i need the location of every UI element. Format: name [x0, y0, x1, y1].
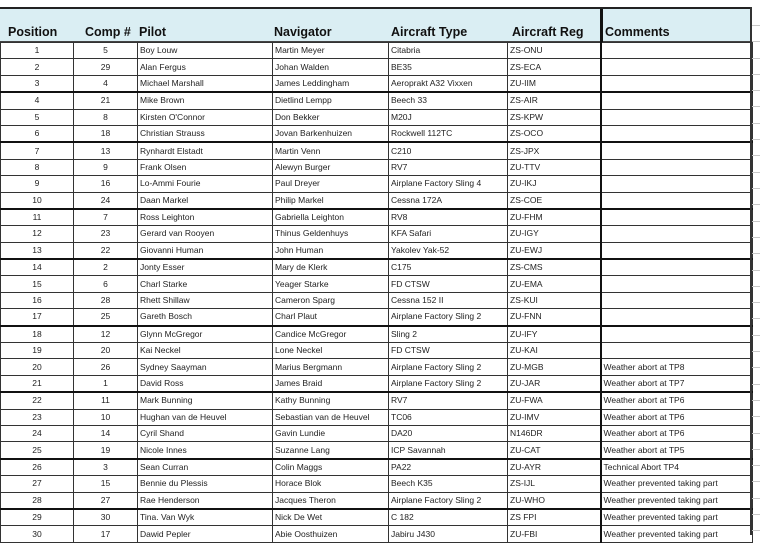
cell-position[interactable]: 24	[1, 425, 74, 441]
cell-pilot[interactable]: David Ross	[138, 375, 273, 392]
cell-aircraft-type[interactable]: ICP Savannah	[389, 442, 508, 459]
cell-aircraft-type[interactable]: Airplane Factory Sling 4	[389, 176, 508, 192]
table-row	[1, 192, 753, 209]
gridline	[752, 400, 760, 401]
cell-comments[interactable]: Weather prevented taking part	[601, 492, 753, 509]
cell-aircraft-reg[interactable]: ZS-IJL	[508, 476, 601, 492]
gridline	[752, 530, 760, 531]
cell-aircraft-type[interactable]: TC06	[389, 409, 508, 425]
gridline	[752, 498, 760, 499]
cell-pilot[interactable]: Jonty Esser	[138, 259, 273, 276]
cell-comp-number[interactable]: 26	[74, 359, 138, 375]
cell-aircraft-type[interactable]: Jabiru J430	[389, 526, 508, 542]
cell-navigator[interactable]: Gavin Lundie	[273, 425, 389, 441]
cell-comp-number[interactable]: 12	[74, 326, 138, 343]
table-row	[1, 92, 753, 109]
gridline	[752, 286, 760, 287]
table-row	[1, 176, 753, 192]
cell-aircraft-reg[interactable]: ZS-ONU	[508, 43, 601, 59]
cell-pilot[interactable]: Daan Markel	[138, 192, 273, 209]
cell-comments[interactable]	[601, 226, 753, 242]
cell-aircraft-type[interactable]: Beech 33	[389, 92, 508, 109]
cell-comments[interactable]	[601, 192, 753, 209]
cell-position[interactable]: 26	[1, 459, 74, 476]
cell-position[interactable]: 18	[1, 326, 74, 343]
cell-comments[interactable]: Weather abort at TP6	[601, 392, 753, 409]
cell-navigator[interactable]: James Braid	[273, 375, 389, 392]
cell-comments[interactable]	[601, 292, 753, 308]
cell-aircraft-reg[interactable]: ZU-FBI	[508, 526, 601, 542]
gridline	[752, 416, 760, 417]
cell-comments[interactable]	[601, 276, 753, 292]
cell-comp-number[interactable]: 29	[74, 59, 138, 75]
gridline	[752, 481, 760, 482]
gridline	[752, 384, 760, 385]
table-row	[1, 75, 753, 92]
cell-aircraft-reg[interactable]: ZS-AIR	[508, 92, 601, 109]
cell-navigator[interactable]: Lone Neckel	[273, 343, 389, 359]
header-navigator[interactable]: Navigator	[274, 25, 332, 39]
header-position[interactable]: Position	[8, 25, 58, 39]
cell-comp-number[interactable]: 14	[74, 425, 138, 441]
cell-comp-number[interactable]: 28	[74, 292, 138, 308]
cell-aircraft-reg[interactable]: ZU-IFY	[508, 326, 601, 343]
cell-comp-number[interactable]: 27	[74, 492, 138, 509]
table-right-border	[750, 7, 752, 535]
cell-comp-number[interactable]: 6	[74, 276, 138, 292]
cell-position[interactable]: 10	[1, 192, 74, 209]
table-row	[1, 343, 753, 359]
cell-comments[interactable]: Weather abort at TP6	[601, 409, 753, 425]
gridline	[752, 172, 760, 173]
cell-position[interactable]: 19	[1, 343, 74, 359]
cell-navigator[interactable]: Mary de Klerk	[273, 259, 389, 276]
cell-navigator[interactable]: Cameron Sparg	[273, 292, 389, 308]
cell-comp-number[interactable]: 21	[74, 92, 138, 109]
cell-position[interactable]: 8	[1, 159, 74, 175]
cell-comp-number[interactable]: 24	[74, 192, 138, 209]
cell-comments[interactable]	[601, 209, 753, 226]
cell-aircraft-type[interactable]: RV7	[389, 159, 508, 175]
cell-aircraft-reg[interactable]: ZU-TTV	[508, 159, 601, 175]
cell-navigator[interactable]: James Leddingham	[273, 75, 389, 92]
cell-aircraft-type[interactable]: C210	[389, 142, 508, 159]
cell-comp-number[interactable]: 22	[74, 242, 138, 259]
cell-navigator[interactable]: Johan Walden	[273, 59, 389, 75]
table-row	[1, 292, 753, 308]
cell-aircraft-reg[interactable]: ZU-JAR	[508, 375, 601, 392]
cell-position[interactable]: 4	[1, 92, 74, 109]
cell-comments[interactable]	[601, 326, 753, 343]
cell-comp-number[interactable]: 2	[74, 259, 138, 276]
cell-aircraft-type[interactable]: M20J	[389, 109, 508, 125]
cell-comments[interactable]: Weather prevented taking part	[601, 509, 753, 526]
table-row	[1, 442, 753, 459]
cell-pilot[interactable]: Kai Neckel	[138, 343, 273, 359]
cell-aircraft-reg[interactable]: ZU-KAI	[508, 343, 601, 359]
cell-aircraft-reg[interactable]: ZU-IGY	[508, 226, 601, 242]
cell-aircraft-reg[interactable]: ZS-KUI	[508, 292, 601, 308]
cell-aircraft-reg[interactable]: ZS-KPW	[508, 109, 601, 125]
cell-position[interactable]: 5	[1, 109, 74, 125]
gridline	[752, 155, 760, 156]
cell-aircraft-reg[interactable]: ZU-FWA	[508, 392, 601, 409]
cell-comments[interactable]	[601, 92, 753, 109]
cell-navigator[interactable]: Marius Bergmann	[273, 359, 389, 375]
cell-comments[interactable]: Weather prevented taking part	[601, 476, 753, 492]
cell-position[interactable]: 29	[1, 509, 74, 526]
cell-aircraft-reg[interactable]: ZS-JPX	[508, 142, 601, 159]
table-row	[1, 159, 753, 175]
gridline	[752, 139, 760, 140]
table-row	[1, 43, 753, 59]
cell-comments[interactable]	[601, 43, 753, 59]
cell-comments[interactable]	[601, 125, 753, 142]
table-row	[1, 242, 753, 259]
cell-position[interactable]: 20	[1, 359, 74, 375]
cell-aircraft-type[interactable]: Airplane Factory Sling 2	[389, 492, 508, 509]
cell-aircraft-type[interactable]: Cessna 152 II	[389, 292, 508, 308]
cell-pilot[interactable]: Nicole Innes	[138, 442, 273, 459]
cell-comp-number[interactable]: 7	[74, 209, 138, 226]
header-aircraft-reg[interactable]: Aircraft Reg	[512, 25, 584, 39]
cell-aircraft-type[interactable]: RV7	[389, 392, 508, 409]
cell-navigator[interactable]: Horace Blok	[273, 476, 389, 492]
cell-comments[interactable]: Weather abort at TP7	[601, 375, 753, 392]
cell-pilot[interactable]: Rae Henderson	[138, 492, 273, 509]
table-row	[1, 392, 753, 409]
cell-navigator[interactable]: Alewyn Burger	[273, 159, 389, 175]
table-row	[1, 425, 753, 441]
cell-aircraft-reg[interactable]: ZU-IIM	[508, 75, 601, 92]
cell-comments[interactable]	[601, 75, 753, 92]
gridline	[752, 335, 760, 336]
table-row	[1, 125, 753, 142]
cell-pilot[interactable]: Boy Louw	[138, 43, 273, 59]
cell-aircraft-reg[interactable]: ZU-CAT	[508, 442, 601, 459]
gridline	[752, 514, 760, 515]
cell-comp-number[interactable]: 30	[74, 509, 138, 526]
gridline	[752, 123, 760, 124]
cell-navigator[interactable]: Philip Markel	[273, 192, 389, 209]
cell-comp-number[interactable]: 16	[74, 176, 138, 192]
table-row	[1, 259, 753, 276]
cell-pilot[interactable]: Hughan van de Heuvel	[138, 409, 273, 425]
cell-navigator[interactable]: Kathy Bunning	[273, 392, 389, 409]
table-row	[1, 476, 753, 492]
cell-aircraft-type[interactable]: Aeroprakt A32 Vixxen	[389, 75, 508, 92]
cell-pilot[interactable]: Gerard van Rooyen	[138, 226, 273, 242]
cell-comments[interactable]	[601, 159, 753, 175]
cell-aircraft-type[interactable]: KFA Safari	[389, 226, 508, 242]
cell-navigator[interactable]: Sebastian van de Heuvel	[273, 409, 389, 425]
cell-comments[interactable]	[601, 176, 753, 192]
cell-navigator[interactable]: Gabriella Leighton	[273, 209, 389, 226]
cell-aircraft-reg[interactable]: ZU-IKJ	[508, 176, 601, 192]
results-table	[0, 42, 753, 543]
header-comments[interactable]: Comments	[605, 25, 670, 39]
cell-navigator[interactable]: Suzanne Lang	[273, 442, 389, 459]
cell-navigator[interactable]: Nick De Wet	[273, 509, 389, 526]
cell-aircraft-type[interactable]: C 182	[389, 509, 508, 526]
table-row	[1, 326, 753, 343]
cell-comments[interactable]	[601, 309, 753, 326]
cell-navigator[interactable]: Colin Maggs	[273, 459, 389, 476]
cell-navigator[interactable]: Jacques Theron	[273, 492, 389, 509]
header-comp-number[interactable]: Comp #	[85, 25, 131, 39]
cell-position[interactable]: 30	[1, 526, 74, 542]
cell-position[interactable]: 15	[1, 276, 74, 292]
table-row	[1, 375, 753, 392]
cell-position[interactable]: 17	[1, 309, 74, 326]
header-pilot[interactable]: Pilot	[139, 25, 167, 39]
cell-comp-number[interactable]: 20	[74, 343, 138, 359]
cell-position[interactable]: 21	[1, 375, 74, 392]
cell-position[interactable]: 27	[1, 476, 74, 492]
gridline	[752, 106, 760, 107]
cell-aircraft-type[interactable]: Airplane Factory Sling 2	[389, 375, 508, 392]
cell-aircraft-type[interactable]: BE35	[389, 59, 508, 75]
cell-aircraft-reg[interactable]: ZU-FHM	[508, 209, 601, 226]
cell-position[interactable]: 11	[1, 209, 74, 226]
cell-pilot[interactable]: Rynhardt Elstadt	[138, 142, 273, 159]
cell-pilot[interactable]: Sydney Saayman	[138, 359, 273, 375]
gridline	[752, 318, 760, 319]
cell-navigator[interactable]: Paul Dreyer	[273, 176, 389, 192]
cell-pilot[interactable]: Gareth Bosch	[138, 309, 273, 326]
cell-comments[interactable]	[601, 343, 753, 359]
cell-position[interactable]: 28	[1, 492, 74, 509]
cell-comments[interactable]	[601, 142, 753, 159]
cell-aircraft-type[interactable]: Citabria	[389, 43, 508, 59]
cell-aircraft-reg[interactable]: ZU-IMV	[508, 409, 601, 425]
cell-position[interactable]: 2	[1, 59, 74, 75]
gridline	[752, 302, 760, 303]
cell-position[interactable]: 13	[1, 242, 74, 259]
cell-comp-number[interactable]: 18	[74, 125, 138, 142]
cell-aircraft-reg[interactable]: N146DR	[508, 425, 601, 441]
cell-position[interactable]: 9	[1, 176, 74, 192]
gridline	[752, 449, 760, 450]
cell-pilot[interactable]: Cyril Shand	[138, 425, 273, 441]
cell-navigator[interactable]: Martin Meyer	[273, 43, 389, 59]
cell-navigator[interactable]: Thinus Geldenhuys	[273, 226, 389, 242]
cell-comp-number[interactable]: 11	[74, 392, 138, 409]
cell-pilot[interactable]: Dawid Pepler	[138, 526, 273, 542]
cell-position[interactable]: 25	[1, 442, 74, 459]
cell-comp-number[interactable]: 4	[74, 75, 138, 92]
gridline	[752, 270, 760, 271]
cell-pilot[interactable]: Ross Leighton	[138, 209, 273, 226]
gridline	[752, 90, 760, 91]
cell-aircraft-type[interactable]: Yakolev Yak-52	[389, 242, 508, 259]
table-row	[1, 526, 753, 542]
gridline	[752, 253, 760, 254]
cell-aircraft-reg[interactable]: ZU-AYR	[508, 459, 601, 476]
cell-navigator[interactable]: Charl Plaut	[273, 309, 389, 326]
cell-position[interactable]: 12	[1, 226, 74, 242]
cell-pilot[interactable]: Michael Marshall	[138, 75, 273, 92]
cell-comments[interactable]: Weather abort at TP6	[601, 425, 753, 441]
gridline	[752, 25, 760, 26]
header-aircraft-type[interactable]: Aircraft Type	[391, 25, 468, 39]
cell-comments[interactable]: Weather prevented taking part	[601, 526, 753, 542]
cell-aircraft-type[interactable]: RV8	[389, 209, 508, 226]
cell-aircraft-type[interactable]: FD CTSW	[389, 276, 508, 292]
cell-position[interactable]: 3	[1, 75, 74, 92]
gridline	[752, 433, 760, 434]
cell-aircraft-type[interactable]: FD CTSW	[389, 343, 508, 359]
gridline	[752, 74, 760, 75]
cell-pilot[interactable]: Frank Olsen	[138, 159, 273, 175]
cell-comments[interactable]: Weather abort at TP5	[601, 442, 753, 459]
table-row	[1, 359, 753, 375]
cell-aircraft-type[interactable]: Beech K35	[389, 476, 508, 492]
cell-pilot[interactable]: Mike Brown	[138, 92, 273, 109]
cell-aircraft-reg[interactable]: ZS-OCO	[508, 125, 601, 142]
comments-divider	[600, 9, 603, 42]
cell-pilot[interactable]: Charl Starke	[138, 276, 273, 292]
cell-position[interactable]: 23	[1, 409, 74, 425]
cell-pilot[interactable]: Christian Strauss	[138, 125, 273, 142]
cell-navigator[interactable]: Jovan Barkenhuizen	[273, 125, 389, 142]
cell-comp-number[interactable]: 17	[74, 526, 138, 542]
cell-navigator[interactable]: Candice McGregor	[273, 326, 389, 343]
cell-pilot[interactable]: Lo-Ammi Fourie	[138, 176, 273, 192]
table-row	[1, 459, 753, 476]
gridline	[752, 41, 760, 42]
table-row	[1, 226, 753, 242]
gridline	[752, 188, 760, 189]
cell-pilot[interactable]: Giovanni Human	[138, 242, 273, 259]
gridline	[752, 58, 760, 59]
cell-comp-number[interactable]: 9	[74, 159, 138, 175]
cell-aircraft-type[interactable]: Rockwell 112TC	[389, 125, 508, 142]
gridline	[752, 465, 760, 466]
cell-navigator[interactable]: Yeager Starke	[273, 276, 389, 292]
gridline	[752, 221, 760, 222]
cell-aircraft-reg[interactable]: ZS-CMS	[508, 259, 601, 276]
cell-position[interactable]: 6	[1, 125, 74, 142]
cell-aircraft-reg[interactable]: ZU-WHO	[508, 492, 601, 509]
cell-comments[interactable]	[601, 259, 753, 276]
gridline	[752, 204, 760, 205]
cell-pilot[interactable]: Kirsten O'Connor	[138, 109, 273, 125]
cell-aircraft-type[interactable]: Airplane Factory Sling 2	[389, 309, 508, 326]
cell-comp-number[interactable]: 3	[74, 459, 138, 476]
cell-comments[interactable]	[601, 59, 753, 75]
cell-aircraft-type[interactable]: Airplane Factory Sling 2	[389, 359, 508, 375]
cell-position[interactable]: 14	[1, 259, 74, 276]
cell-navigator[interactable]: John Human	[273, 242, 389, 259]
cell-aircraft-reg[interactable]: ZS-ECA	[508, 59, 601, 75]
cell-aircraft-reg[interactable]: ZU-EWJ	[508, 242, 601, 259]
cell-navigator[interactable]: Abie Oosthuizen	[273, 526, 389, 542]
cell-pilot[interactable]: Bennie du Plessis	[138, 476, 273, 492]
table-row	[1, 209, 753, 226]
cell-aircraft-type[interactable]: C175	[389, 259, 508, 276]
cell-comp-number[interactable]: 15	[74, 476, 138, 492]
cell-comp-number[interactable]: 13	[74, 142, 138, 159]
cell-navigator[interactable]: Don Bekker	[273, 109, 389, 125]
cell-pilot[interactable]: Rhett Shillaw	[138, 292, 273, 308]
cell-comp-number[interactable]: 5	[74, 43, 138, 59]
table-row	[1, 59, 753, 75]
table-row	[1, 309, 753, 326]
cell-aircraft-type[interactable]: PA22	[389, 459, 508, 476]
cell-comp-number[interactable]: 19	[74, 442, 138, 459]
cell-aircraft-reg[interactable]: ZS FPI	[508, 509, 601, 526]
cell-pilot[interactable]: Mark Bunning	[138, 392, 273, 409]
table-row	[1, 509, 753, 526]
cell-navigator[interactable]: Martin Venn	[273, 142, 389, 159]
cell-comments[interactable]	[601, 109, 753, 125]
cell-aircraft-type[interactable]: Cessna 172A	[389, 192, 508, 209]
cell-navigator[interactable]: Dietlind Lempp	[273, 92, 389, 109]
cell-pilot[interactable]: Sean Curran	[138, 459, 273, 476]
cell-pilot[interactable]: Glynn McGregor	[138, 326, 273, 343]
cell-aircraft-type[interactable]: DA20	[389, 425, 508, 441]
cell-aircraft-type[interactable]: Sling 2	[389, 326, 508, 343]
cell-comp-number[interactable]: 10	[74, 409, 138, 425]
cell-comp-number[interactable]: 1	[74, 375, 138, 392]
gridline	[752, 237, 760, 238]
cell-comp-number[interactable]: 8	[74, 109, 138, 125]
table-header	[0, 9, 752, 42]
table-row	[1, 109, 753, 125]
table-row	[1, 142, 753, 159]
cell-aircraft-reg[interactable]: ZS-COE	[508, 192, 601, 209]
cell-position[interactable]: 22	[1, 392, 74, 409]
cell-position[interactable]: 16	[1, 292, 74, 308]
table-row	[1, 276, 753, 292]
gridline	[752, 351, 760, 352]
cell-position[interactable]: 1	[1, 43, 74, 59]
cell-position[interactable]: 7	[1, 142, 74, 159]
cell-aircraft-reg[interactable]: ZU-MGB	[508, 359, 601, 375]
cell-comments[interactable]: Weather abort at TP8	[601, 359, 753, 375]
cell-comp-number[interactable]: 25	[74, 309, 138, 326]
cell-pilot[interactable]: Alan Fergus	[138, 59, 273, 75]
cell-comp-number[interactable]: 23	[74, 226, 138, 242]
table-row	[1, 409, 753, 425]
cell-pilot[interactable]: Tina. Van Wyk	[138, 509, 273, 526]
table-row	[1, 492, 753, 509]
cell-comments[interactable]	[601, 242, 753, 259]
cell-aircraft-reg[interactable]: ZU-EMA	[508, 276, 601, 292]
cell-aircraft-reg[interactable]: ZU-FNN	[508, 309, 601, 326]
gridline	[752, 367, 760, 368]
cell-comments[interactable]: Technical Abort TP4	[601, 459, 753, 476]
